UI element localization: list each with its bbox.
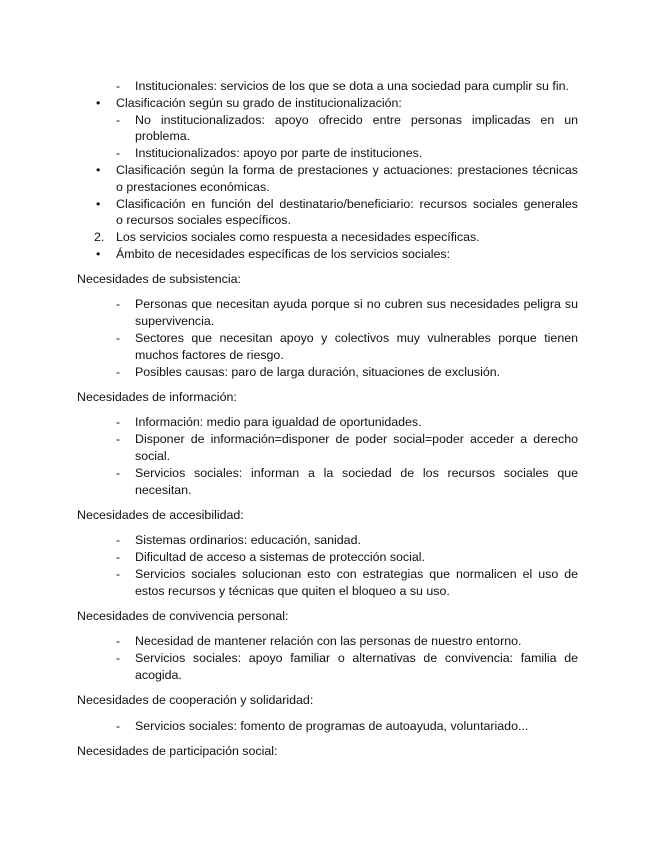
list-marker: - xyxy=(116,567,121,581)
list-item-text: muchos factores de riesgo. xyxy=(135,348,284,362)
list-marker: • xyxy=(96,163,101,177)
list-marker: 2. xyxy=(94,230,105,244)
list-marker: - xyxy=(116,432,121,446)
list-item-text: necesitan. xyxy=(135,483,192,497)
list-marker: - xyxy=(116,634,121,648)
list-item-text: Posibles causas: paro de larga duración, situaciones de exclusión. xyxy=(135,365,501,379)
list-marker: • xyxy=(96,197,101,211)
list-item-text: o recursos sociales específicos. xyxy=(116,213,291,227)
list-marker: - xyxy=(116,331,121,345)
section-heading: Necesidades de participación social: xyxy=(77,744,278,758)
section-heading: Necesidades de información: xyxy=(77,390,237,404)
list-marker: - xyxy=(116,651,121,665)
list-item-text: Clasificación según su grado de institucionalización: xyxy=(116,96,402,110)
list-item-text: social. xyxy=(135,449,171,463)
list-item-text: Servicios sociales: apoyo familiar o alternativas de convivencia: familia de xyxy=(135,651,578,665)
list-item-text: Sistemas ordinarios: educación, sanidad. xyxy=(135,533,361,547)
list-marker: - xyxy=(116,365,121,379)
list-marker: - xyxy=(116,146,121,160)
list-marker: - xyxy=(116,79,121,93)
list-item-text: Clasificación en función del destinatario/beneficiario: recursos sociales generales xyxy=(116,197,578,211)
list-marker: - xyxy=(116,466,121,480)
list-item-text: acogida. xyxy=(135,668,182,682)
section-heading: Necesidades de cooperación y solidaridad: xyxy=(77,693,314,707)
list-item-text: Sectores que necesitan apoyo y colectivos muy vulnerables porque tienen xyxy=(135,331,578,345)
list-item-text: Los servicios sociales como respuesta a necesidades específicas. xyxy=(116,230,480,244)
section-heading: Necesidades de accesibilidad: xyxy=(77,508,244,522)
list-item-text: Clasificación según la forma de prestaciones y actuaciones: prestaciones técnicas xyxy=(116,163,578,177)
list-item-text: No institucionalizados: apoyo ofrecido entre personas implicadas en un xyxy=(135,113,578,127)
list-item-text: Servicios sociales: fomento de programas de autoayuda, voluntariado... xyxy=(135,719,529,733)
list-marker: - xyxy=(116,533,121,547)
list-marker: - xyxy=(116,719,121,733)
list-item-text: Dificultad de acceso a sistemas de protección social. xyxy=(135,550,425,564)
list-item-text: Servicios sociales: informan a la sociedad de los recursos sociales que xyxy=(135,466,578,480)
list-marker: - xyxy=(116,550,121,564)
list-item-text: Institucionalizados: apoyo por parte de instituciones. xyxy=(135,146,423,160)
list-item-text: Ámbito de necesidades específicas de los servicios sociales: xyxy=(116,247,451,261)
list-item-text: Necesidad de mantener relación con las personas de nuestro entorno. xyxy=(135,634,522,648)
list-item-text: Servicios sociales solucionan esto con estrategias que normalicen el uso de xyxy=(135,567,578,581)
list-item-text: Disponer de información=disponer de poder social=poder acceder a derecho xyxy=(135,432,578,446)
section-heading: Necesidades de convivencia personal: xyxy=(77,609,289,623)
list-item-text: estos recursos y técnicas que quiten el bloqueo a su uso. xyxy=(135,584,450,598)
section-heading: Necesidades de subsistencia: xyxy=(77,272,241,286)
list-item-text: Institucionales: servicios de los que se dota a una sociedad para cumplir su fin. xyxy=(135,79,569,93)
list-item-text: supervivencia. xyxy=(135,314,215,328)
list-item-text: Personas que necesitan ayuda porque si no cubren sus necesidades peligra su xyxy=(135,297,578,311)
list-item-text: problema. xyxy=(135,129,191,143)
list-item-text: o prestaciones económicas. xyxy=(116,180,270,194)
list-marker: - xyxy=(116,113,121,127)
list-marker: • xyxy=(96,96,101,110)
list-marker: - xyxy=(116,297,121,311)
list-marker: - xyxy=(116,415,121,429)
list-marker: • xyxy=(96,247,101,261)
list-item-text: Información: medio para igualdad de oportunidades. xyxy=(135,415,422,429)
